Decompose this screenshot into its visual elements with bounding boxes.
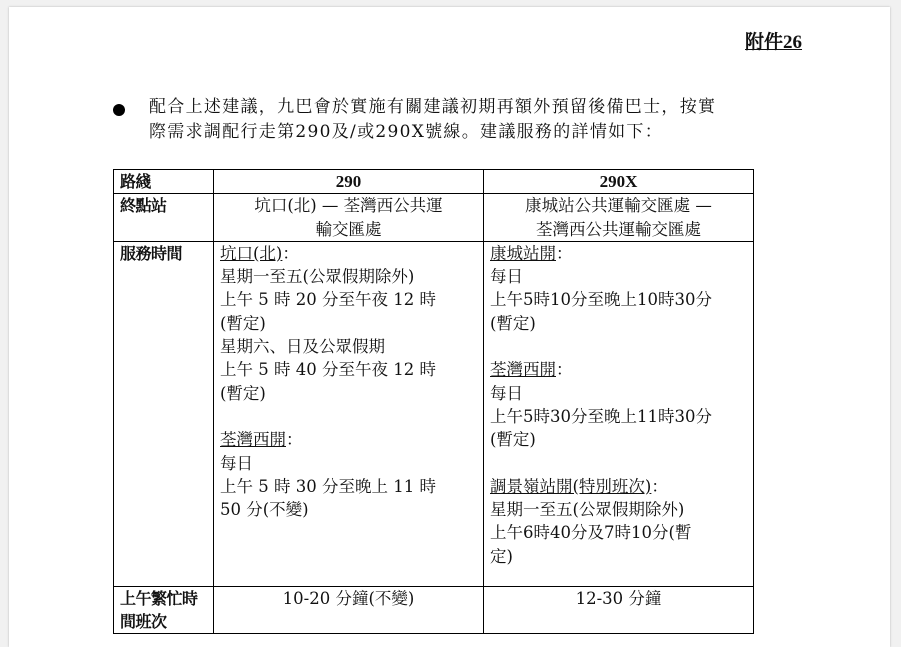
table-row-am-peak (114, 586, 754, 634)
terminus-290x (484, 194, 754, 242)
schedule-line: (暫定) (490, 430, 536, 450)
schedule-line: 上午 5 時 40 分至午夜 12 時 (220, 360, 436, 380)
departure-heading: 坑口(北)： (220, 243, 299, 263)
schedule-line: 上午5時10分至晚上10時30分 (490, 290, 712, 310)
schedule-line: 星期一至五(公眾假期除外) (220, 267, 415, 287)
schedule-line: (暫定) (490, 313, 536, 333)
am-peak-label-line: 上午繁忙時 (120, 588, 198, 608)
departure-heading: 調景嶺站開(特別班次)： (490, 476, 668, 496)
schedule-line: 上午 5 時 20 分至午夜 12 時 (220, 290, 436, 310)
schedule-line: 上午6時40分及7時10分(暫 (490, 523, 692, 543)
am-peak-label-line: 間班次 (120, 612, 167, 632)
am-peak-290: 10-20 分鐘(不變) (214, 586, 484, 634)
schedule-line: 每日 (490, 267, 523, 287)
schedule-line: 上午 5 時 30 分至晚上 11 時 (220, 476, 436, 496)
paragraph-line: 際需求調配行走第290及/或290X號線。建議服務的詳情如下： (149, 122, 664, 142)
schedule-line: 每日 (220, 453, 253, 473)
service-table (113, 169, 754, 634)
schedule-line: 星期一至五(公眾假期除外) (490, 500, 685, 520)
departure-heading: 荃灣西開： (220, 430, 303, 450)
document-page (9, 7, 890, 647)
service-hours-label: 服務時間 (114, 241, 214, 586)
header-route-290x: 290X (484, 170, 754, 194)
terminus-290-line: 輸交匯處 (315, 219, 382, 239)
schedule-line: 每日 (490, 383, 523, 403)
spacer (490, 335, 747, 358)
departure-heading: 康城站開： (490, 243, 573, 263)
departure-heading: 荃灣西開： (490, 360, 573, 380)
service-hours-290x (484, 241, 754, 586)
annex-label: 附件26 (745, 32, 803, 53)
table-row-header (114, 170, 754, 194)
terminus-290 (214, 194, 484, 242)
paragraph-line: 配合上述建議，九巴會於實施有關建議初期再額外預留後備巴士，按實 (149, 97, 717, 117)
schedule-line: (暫定) (220, 313, 266, 333)
schedule-line: (暫定) (220, 383, 266, 403)
table-row-terminus (114, 194, 754, 242)
spacer (490, 452, 747, 475)
schedule-line: 星期六、日及公眾假期 (220, 337, 385, 357)
am-peak-label (114, 586, 214, 634)
schedule-line: 定) (490, 546, 513, 566)
header-route-290: 290 (214, 170, 484, 194)
am-peak-290x: 12-30 分鐘 (484, 586, 754, 634)
schedule-line: 50 分(不變) (220, 500, 309, 520)
header-route-label: 路綫 (114, 170, 214, 194)
service-hours-290 (214, 241, 484, 586)
table-row-service-hours (114, 241, 754, 586)
spacer (220, 405, 477, 428)
terminus-label: 終點站 (114, 194, 214, 242)
terminus-290-line: 坑口(北) — 荃灣西公共運 (254, 196, 443, 216)
terminus-290x-line: 荃灣西公共運輸交匯處 (536, 219, 701, 239)
bullet-icon (113, 104, 125, 116)
terminus-290x-line: 康城站公共運輸交匯處 — (525, 196, 712, 216)
schedule-line: 上午5時30分至晚上11時30分 (490, 406, 712, 426)
bullet-paragraph (149, 95, 799, 145)
